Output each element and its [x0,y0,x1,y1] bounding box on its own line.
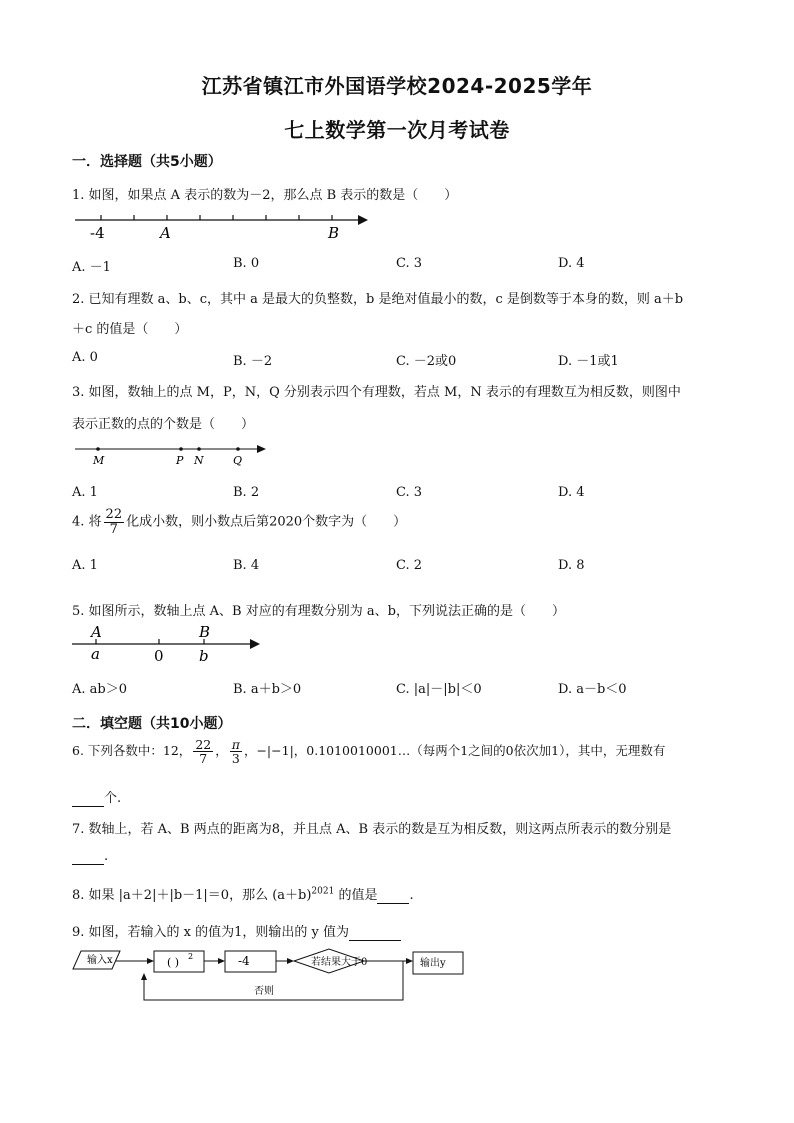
q6-separator: ， [215,743,228,759]
q6-text [72,738,665,765]
flow-else-label: 否则 [254,986,274,997]
q4-fraction-denominator: 7 [109,521,118,537]
q5-label-zero: 0 [154,647,164,664]
q4-prefix: 4. 将 [72,514,102,530]
q2-option-d: D. －1或1 [558,354,619,369]
q6-fraction1-denominator: 7 [199,751,208,767]
q5-label-b: b [199,647,209,664]
flow-input-label: 输入x [87,955,113,966]
q5-label-B: B [199,623,211,641]
q3-number-line [72,441,272,469]
q1-option-d: D. 4 [558,256,585,271]
q3-label-Q: Q [233,454,243,467]
q6-fraction-pi-3 [230,738,242,765]
section-choice-heading: 一．选择题（共5小题） [72,154,222,170]
q8-answer-blank[interactable] [377,888,409,904]
q6-fraction-22-7 [193,738,213,765]
q1-option-c: C. 3 [396,256,423,271]
q3-line2: 表示正数的点的个数是（ ） [72,417,255,432]
q4-fraction-numerator: 22 [105,507,123,522]
q3-label-P: P [176,454,184,467]
q3-label-N: N [194,454,204,467]
q6-line2 [72,787,121,807]
q5-number-line [72,622,272,664]
q8-text [72,884,414,904]
q9-text [72,921,401,941]
q5-option-b: B. a＋b＞0 [233,682,302,697]
flow-output-label: 输出y [420,958,446,969]
q3-option-d: D. 4 [558,485,585,500]
q6-fraction2-numerator: π [231,737,240,752]
q4-option-d: D. 8 [558,558,585,573]
q8-part1: 8. 如果 |a＋2|＋|b－1|＝0，那么 (a＋b) [72,888,312,903]
q8-part2: 的值是 [334,888,378,903]
q2-line2: ＋c 的值是（ ） [72,322,188,337]
exam-title-line2: 七上数学第一次月考试卷 [284,118,510,142]
flow-minus-label: -4 [238,954,250,968]
q5-option-a: A. ab＞0 [72,682,127,697]
flow-square-label: ( ) [167,956,180,969]
q4-suffix: 化成小数，则小数点后第2020个数字为（ ） [126,514,407,530]
q9-answer-blank[interactable] [349,925,401,941]
q4-option-c: C. 2 [396,558,423,573]
q3-option-b: B. 2 [233,485,260,500]
q7-line2-text: . [104,849,109,864]
q2-option-c: C. －2或0 [396,354,457,369]
flow-minus-box [225,951,276,972]
q7-answer-blank[interactable] [72,849,104,865]
q2-line1: 2. 已知有理数 a、b、c，其中 a 是最大的负整数，b 是绝对值最小的数，c 是倒数等于本身的数，则 a＋b [72,292,684,307]
q7-line2 [72,849,108,865]
q4-option-b: B. 4 [233,558,260,573]
section-fill-heading: 二．填空题（共10小题） [72,716,232,732]
exam-title-line1: 江苏省镇江市外国语学校2024-2025学年 [201,74,593,98]
q9-text-body: 9. 如图，若输入的 x 的值为1，则输出的 y 值为 [72,925,350,940]
q8-exponent: 2021 [311,886,335,897]
q1-label-A: A [160,224,171,242]
q3-option-c: C. 3 [396,485,423,500]
q6-part1: 6. 下列各数中：12， [72,743,192,759]
flow-decision-label: 若结果大于0 [311,957,368,968]
q5-label-A: A [91,623,102,641]
q3-label-M: M [93,454,105,467]
q6-part2: ，−|−1|，0.1010010001…（每两个1之间的0依次加1），其中，无理数有 [243,743,666,759]
q4-option-a: A. 1 [72,558,98,573]
q1-label-minus4: -4 [90,224,105,242]
q2-option-b: B. －2 [233,354,273,369]
q9-flowchart [72,945,472,1005]
q4-text [72,508,406,536]
q1-label-B: B [328,224,340,242]
q5-text: 5. 如图所示，数轴上点 A、B 对应的有理数分别为 a、b，下列说法正确的是（ ） [72,604,565,619]
q3-line1: 3. 如图，数轴上的点 M，P，N，Q 分别表示四个有理数，若点 M，N 表示的有理数互为相反数，则图中 [72,385,681,400]
q4-fraction [104,508,125,536]
q6-fraction2-denominator: 3 [231,751,240,767]
q1-number-line [72,208,372,244]
q5-option-c: C. |a|－|b|＜0 [396,682,482,697]
q1-option-b: B. 0 [233,256,260,271]
q6-line2-text: 个. [104,791,122,806]
q2-option-a: A. 0 [72,350,98,365]
q8-end: . [409,888,414,903]
q1-text: 1. 如图，如果点 A 表示的数为－2，那么点 B 表示的数是（ ） [72,188,458,203]
q6-answer-blank[interactable] [72,791,104,807]
q5-label-a: a [91,645,100,663]
q5-option-d: D. a－b＜0 [558,682,627,697]
flow-square-exponent: 2 [188,952,194,961]
q6-fraction1-numerator: 22 [195,737,212,752]
q3-option-a: A. 1 [72,485,98,500]
q1-option-a: A. －1 [72,260,111,275]
q7-line1: 7. 数轴上，若 A、B 两点的距离为8，并且点 A、B 表示的数是互为相反数，则这两点所表示的数分别是 [72,822,672,837]
